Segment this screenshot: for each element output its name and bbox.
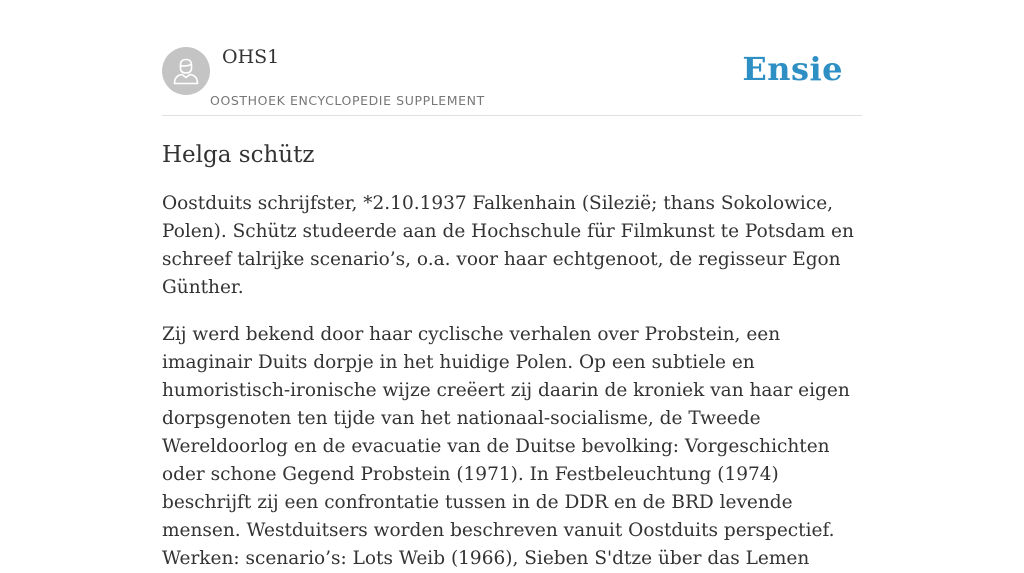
- article-paragraph-1: Oostduits schrijfster, *2.10.1937 Falkenhain (Silezië; thans Sokolowice, Polen). Schütz studeerde aan de Hochschule für Filmkunst te Potsdam en schreef talrijke scenario’s, o.a. voor haar echtgenoot, de regisseur Egon Günther.: [162, 193, 854, 298]
- article-title: Helga schütz: [162, 142, 315, 168]
- source-name[interactable]: OHS1: [222, 46, 280, 68]
- article-paragraph-2: Zij werd bekend door haar cyclische verhalen over Probstein, een imaginair Duits dorpje in het huidige Polen. Op een subtiele en humoristisch-ironische wijze creëert zij daarin de kroniek van haar eigen dorpsgenoten ten tijde van het nationaal-socialisme, de Tweede Wereldoorlog en de evacuatie van de Duitse bevolking: Vorgeschichten oder schone Gegend Probstein (1971). In Festbeleuchtung (1974) beschrijft zij een confrontatie tussen in de DDR en de BRD levende mensen. Westduitsers worden beschreven vanuit Oostduits perspectief. Werken: scenario’s: Lots Weib (1966), Sieben S'dtze über das Lemen: [162, 324, 850, 569]
- source-avatar[interactable]: [162, 47, 210, 95]
- user-silhouette-icon: [171, 56, 201, 86]
- ensie-logo[interactable]: Ensie: [742, 50, 843, 88]
- source-subtitle: OOSTHOEK ENCYCLOPEDIE SUPPLEMENT: [210, 93, 485, 108]
- article-header: [162, 0, 862, 116]
- article-container: [162, 0, 862, 573]
